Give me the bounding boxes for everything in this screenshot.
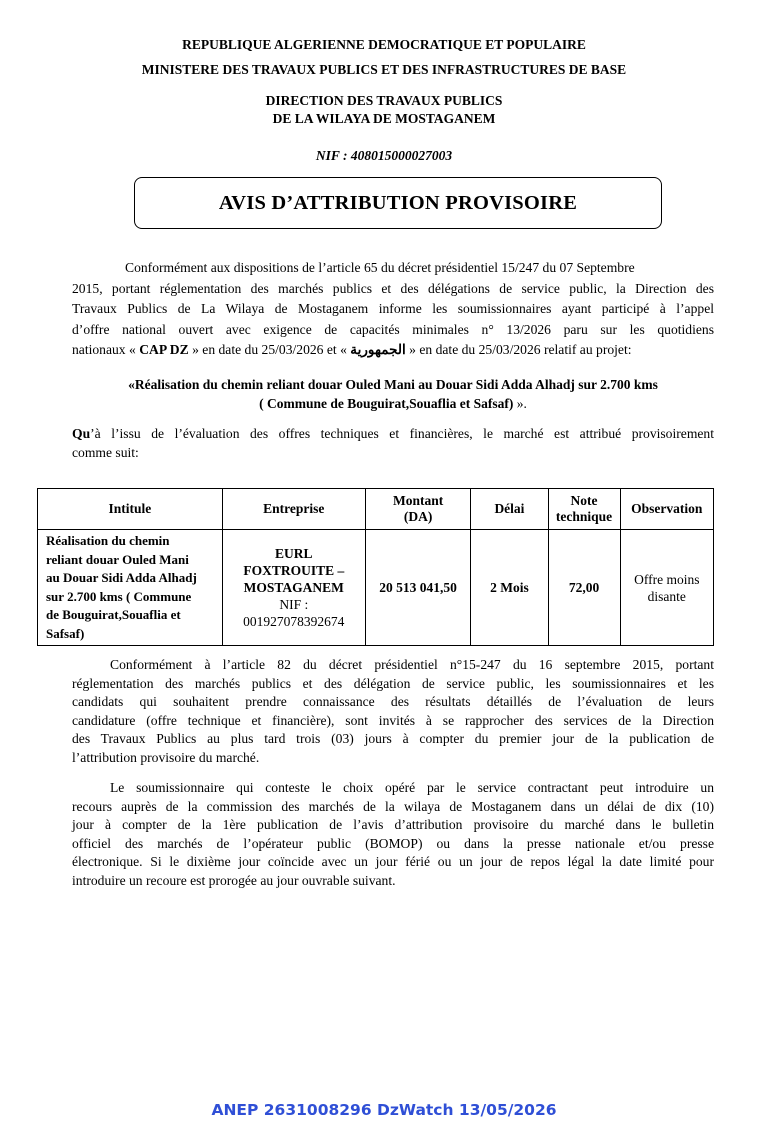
newspaper-cap-dz: CAP DZ <box>139 342 189 357</box>
header-note-sub: technique <box>555 509 613 524</box>
project-commune: ( Commune de Bouguirat,Souaflia et Safsaf) <box>259 396 514 411</box>
entreprise-city: MOSTAGANEM <box>243 580 344 595</box>
paragraph-line: candidats qui souhaitent prendre connaissance des résultats détaillés de l’évaluation de leurs <box>72 694 714 709</box>
cell-delai: 2 Mois <box>471 530 548 646</box>
attribution-first-word: Qu <box>72 426 91 441</box>
paragraph-line: Le soumissionnaire qui conteste le choix opéré par le service contractant peut introduire un <box>110 780 714 795</box>
project-line: «Réalisation du chemin reliant douar Ouled Mani au Douar Sidi Adda Alhadj sur 2.700 kms <box>128 377 658 392</box>
header-note <box>548 489 620 530</box>
paragraph-line: l’attribution provisoire du marché. <box>72 749 260 765</box>
entreprise-nif: 001927078392674 <box>243 614 345 629</box>
cell-entreprise <box>222 530 365 646</box>
header-direction: DIRECTION DES TRAVAUX PUBLICS <box>265 93 503 108</box>
attribution-text: ’à l’issu de l’évaluation des offres techniques et financières, le marché est attribué provisoirement <box>90 426 714 441</box>
header-nif: NIF : 408015000027003 <box>315 148 453 163</box>
intro-line: 2015, portant réglementation des marchés publics et des délégations de service public, la Direction des <box>72 280 714 296</box>
paragraph-line: recours auprès de la commission des marchés de la wilaya de Mostaganem dans un délai de dix (10) <box>72 798 714 814</box>
results-table <box>37 488 714 646</box>
page-title: AVIS D’ATTRIBUTION PROVISOIRE <box>218 191 578 214</box>
intro-line <box>72 340 714 361</box>
newspaper-el-djoumhouria: الجمهورية <box>350 342 406 357</box>
intitule-line: de Bouguirat,Souaflia et <box>46 607 181 622</box>
cell-intitule <box>38 530 223 646</box>
intro-line: Travaux Publics de La Wilaya de Mostaganem informe les soumissionnaires ayant participé à l’appel <box>72 301 714 316</box>
paragraph-line: introduire un recoure est prorogée au jour ouvrable suivant. <box>72 872 396 888</box>
project-line <box>72 394 714 413</box>
intro-line: d’offre national ouvert avec exigence de capacités minimales n° 13/2026 paru sur les quotidiens <box>72 321 714 337</box>
table-header-row <box>38 489 714 530</box>
title-box <box>134 177 662 229</box>
observation-line: Offre moins <box>634 571 700 587</box>
cell-montant: 20 513 041,50 <box>365 530 471 646</box>
header-montant <box>365 489 471 530</box>
table-row <box>38 530 714 646</box>
paragraph-line: réglementation des marchés publics et des délégation de service public, les soumissionnaires et les <box>72 675 714 691</box>
header-montant-unit: (DA) <box>403 509 433 524</box>
intitule-line: au Douar Sidi Adda Alhadj <box>46 570 197 585</box>
intro-paragraph <box>72 258 714 361</box>
header-republic: REPUBLIQUE ALGERIENNE DEMOCRATIQUE ET POPULAIRE <box>182 37 586 52</box>
intro-text: nationaux « <box>72 342 140 357</box>
paragraph-line: jour à compter de la 1ère publication de l’avis d’attribution provisoire du marché dans le bulletin <box>72 817 714 832</box>
intro-text: » en date du 25/03/2026 relatif au projet: <box>405 342 632 357</box>
header-entreprise: Entreprise <box>222 489 365 530</box>
intitule-line: reliant douar Ouled Mani <box>46 551 189 567</box>
entreprise-name: FOXTROUITE – <box>243 563 345 578</box>
cell-observation <box>620 530 713 646</box>
paragraph-line: Conformément à l’article 82 du décret présidentiel n°15-247 du 16 septembre 2015, portant <box>110 657 714 672</box>
paragraph-line: électronique. Si le dixième jour coïncide avec un jour férié ou un jour de repos légal la date limité pour <box>72 854 714 869</box>
intitule-line: sur 2.700 kms ( Commune <box>46 588 192 604</box>
header-montant-label: Montant <box>392 493 444 508</box>
header-delai: Délai <box>471 489 548 530</box>
attribution-line <box>72 424 714 443</box>
paragraph-consultation <box>72 656 714 767</box>
intro-line: Conformément aux dispositions de l’article 65 du décret présidentiel 15/247 du 07 Septembre <box>125 260 635 275</box>
entreprise-nif-label: NIF : <box>279 597 309 612</box>
intitule-line: Réalisation du chemin <box>46 533 170 548</box>
paragraph-line: officiel des marchés de l’opérateur public (BOMOP) ou dans la presse nationale et/ou presse <box>72 835 714 851</box>
paragraph-line: candidature (offre technique et financière), sont invités à se rapprocher des services de la Direction <box>72 712 714 728</box>
intitule-line: Safsaf) <box>46 625 85 641</box>
attribution-line: comme suit: <box>72 445 139 460</box>
attribution-intro <box>72 424 714 462</box>
header-intitule: Intitule <box>38 489 223 530</box>
entreprise-type: EURL <box>275 546 313 561</box>
header-observation: Observation <box>620 489 713 530</box>
project-closing: ». <box>513 396 527 411</box>
intro-text: » en date du 25/03/2026 et « <box>188 342 351 357</box>
cell-note: 72,00 <box>548 530 620 646</box>
header-wilaya: DE LA WILAYA DE MOSTAGANEM <box>272 111 496 126</box>
footer-anep-reference: ANEP 2631008296 DzWatch 13/05/2026 <box>211 1101 557 1119</box>
header-ministry: MINISTERE DES TRAVAUX PUBLICS ET DES INFRASTRUCTURES DE BASE <box>141 62 627 77</box>
paragraph-line: des Travaux Publics au plus tard trois (03) jours à compter du premier jour de la publication de <box>72 731 714 746</box>
paragraph-recours <box>72 779 714 890</box>
header-note-label: Note <box>570 493 598 508</box>
project-title <box>72 375 714 413</box>
observation-line: disante <box>647 588 686 604</box>
